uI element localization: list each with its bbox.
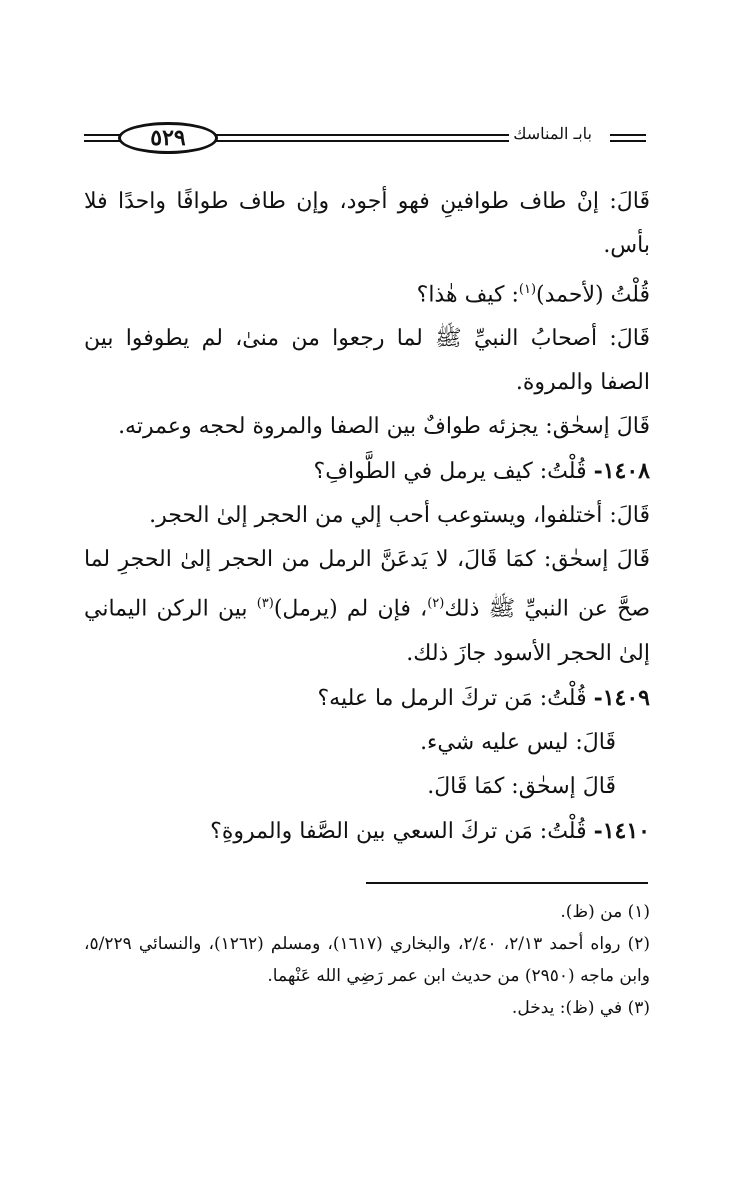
chapter-title: بابـ المناسك xyxy=(509,124,596,143)
footnote-ref-2: (٢) xyxy=(427,596,445,612)
question-1409: ١٤٠٩- قُلْتُ: مَن تركَ الرمل ما عليه؟ xyxy=(317,684,650,711)
question-number: ١٤٠٨- xyxy=(593,458,650,485)
header-rule-right-2 xyxy=(610,140,646,142)
question-1408: ١٤٠٨- قُلْتُ: كيف يرمل في الطَّوافِ؟ xyxy=(313,458,650,485)
paragraph-6: قَالَ إسحٰق: كمَا قَالَ، لا يَدعَنَّ الرمل من الحجر إلىٰ الحجرِ لما صحَّ عن النبيِّ ﷺ ذلك$^{(٢)}$، فإن لم (يرمل)$^{(٣)}$ بين الركن اليماني إلىٰ الحجر الأسود جازَ ذلك. xyxy=(84,547,651,666)
footnote-2: (٢) رواه أحمد ٢/١٣، ٢/٤٠، والبخاري (١٦١٧)، ومسلم (١٢٦٢)، والنسائي ٥/٢٢٩، وابن ماجه (٢٩٥٠) من حديث ابن عمر رَضِي الله عَنْهما. xyxy=(84,934,650,986)
paragraph-1: قَالَ: إنْ طاف طوافينِ فهو أجود، وإن طاف طوافًا واحدًا فلا بأس. xyxy=(84,189,650,258)
footnote-ref-1: (١) xyxy=(518,282,537,297)
footnote-1: (١) من (ظ). xyxy=(560,902,650,922)
header-rule-left xyxy=(84,134,120,136)
main-text xyxy=(84,180,650,854)
paragraph-3: قَالَ: أصحابُ النبيِّ ﷺ لما رجعوا من منىٰ، لم يطوفوا بين الصفا والمروة. xyxy=(84,326,650,396)
paragraph-4: قَالَ إسحٰق: يجزئه طوافٌ بين الصفا والمروة لحجه وعمرته. xyxy=(118,414,650,440)
paragraph-8: قَالَ إسحٰق: كمَا قَالَ. xyxy=(427,773,616,799)
paragraph-5: قَالَ: أختلفوا، ويستوعب أحب إلي من الحجر إلىٰ الحجر. xyxy=(149,503,650,529)
header-rule-left-2 xyxy=(84,140,120,142)
paragraph-2: قُلْتُ (لأحمد)$^{(١)}$: كيف هٰذا؟ xyxy=(416,282,650,308)
question-number: ١٤١٠- xyxy=(593,817,650,844)
page-number: ٥٢٩ xyxy=(118,122,218,154)
paragraph-7: قَالَ: ليس عليه شيء. xyxy=(420,729,616,755)
question-number: ١٤٠٩- xyxy=(593,684,650,711)
footnote-separator xyxy=(366,882,648,884)
question-1410: ١٤١٠- قُلْتُ: مَن تركَ السعي بين الصَّفا والمروةِ؟ xyxy=(210,817,650,844)
footnote-ref-3: (٣) xyxy=(256,596,274,612)
header-rule-right xyxy=(610,134,646,136)
page-header xyxy=(84,118,646,158)
footnote-3: (٣) في (ظ): يدخل. xyxy=(511,998,650,1018)
footnotes xyxy=(84,896,650,1024)
